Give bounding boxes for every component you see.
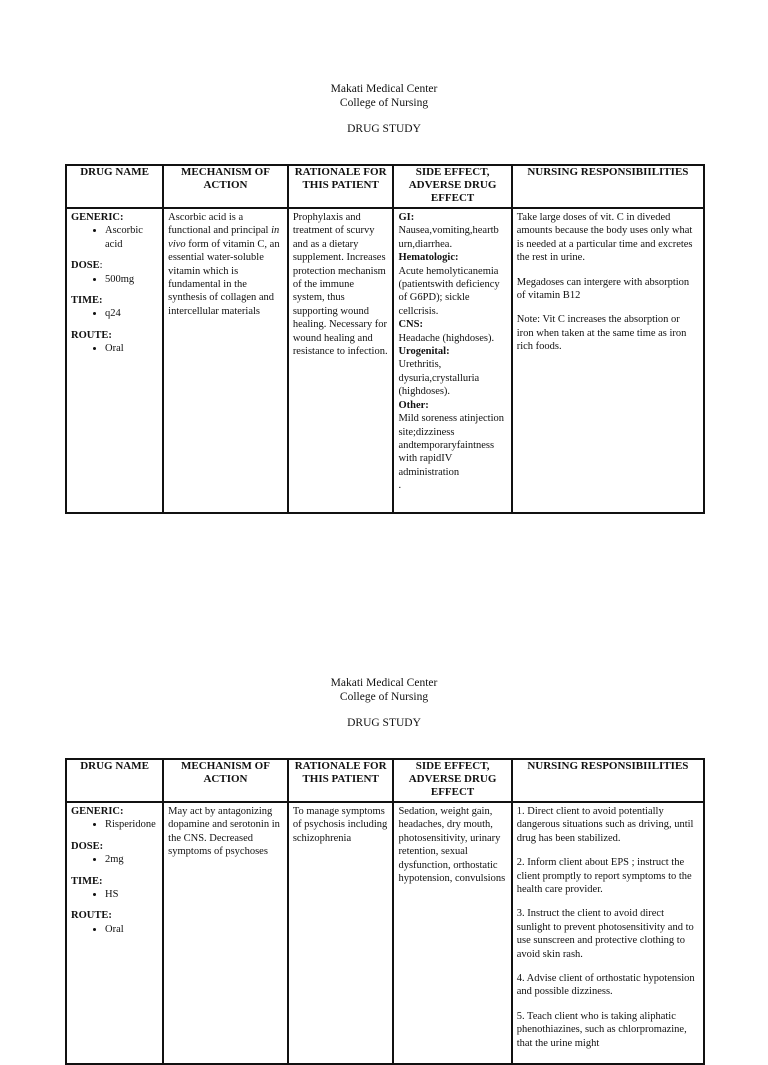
dose-label: DOSE: <box>71 260 103 272</box>
drug-name-cell <box>66 208 163 513</box>
generic-value: • Risperidone <box>105 818 158 831</box>
mechanism-cell: Ascorbic acid is a functional and principal in vivo form of vitamin C, an essential water-soluble vitamin which is fundamental in the synthesis of collagen and intercellular materials <box>163 208 288 513</box>
generic-label: GENERIC: <box>71 806 124 817</box>
resp-item: 1. Direct client to avoid potentially dangerous situations such as driving, until drug has been stabilized. <box>516 806 694 844</box>
table-header-row <box>66 165 704 208</box>
route-value: • Oral <box>105 342 158 355</box>
dose-value: • 500mg <box>105 273 158 286</box>
route-label: ROUTE: <box>71 910 112 922</box>
time-value: • HS <box>105 888 158 901</box>
document-header <box>0 676 768 730</box>
nursing-resp-cell <box>512 802 704 1064</box>
time-label: TIME: <box>71 295 103 307</box>
time-label: TIME: <box>71 875 103 887</box>
document-header <box>0 82 768 136</box>
time-value: • q24 <box>105 307 158 320</box>
generic-label: GENERIC: <box>71 212 124 223</box>
rationale-cell: Prophylaxis and treatment of scurvy and as a dietary supplement. Increases protection mechanism of the immune system, thus supporting wound healing. Necessary for wound healing and resistance to infection. <box>288 208 394 513</box>
resp-item: Take large doses of vit. C in diveded amounts because the body uses only what is needed at a particular time and excretes the rest in urine. <box>516 212 693 264</box>
institution-name: Makati Medical Center <box>330 83 438 95</box>
rationale-cell: To manage symptoms of psychosis including schizophrenia <box>288 802 394 1064</box>
side-heading-hematologic: Hematologic: <box>398 252 459 264</box>
resp-item: Note: Vit C increases the absorption or iron when taken at the same time as iron rich foods. <box>516 314 687 353</box>
route-value: • Oral <box>105 923 158 936</box>
drug-study-section-2 <box>0 676 768 730</box>
drug-name-cell <box>66 802 163 1064</box>
resp-item: 2. Inform client about EPS ; instruct the client promptly to report symptoms to the health care provider. <box>516 857 692 896</box>
side-heading-gi: GI: <box>398 212 415 223</box>
side-heading-urogenital: Urogenital: <box>398 346 450 358</box>
route-label: ROUTE: <box>71 329 112 341</box>
table-header-row <box>66 759 704 802</box>
resp-item: Megadoses can intergere with absorption of vitamin B12 <box>516 276 690 302</box>
side-effect-cell <box>393 208 511 513</box>
col-rationale: RATIONALE FOR THIS PATIENT <box>288 165 394 208</box>
side-heading-cns: CNS: <box>398 319 423 331</box>
col-mechanism: MECHANISM OF ACTION <box>163 165 288 208</box>
drug-study-table-1 <box>65 164 705 514</box>
college-name: College of Nursing <box>339 97 429 109</box>
resp-item: 3. Instruct the client to avoid direct sunlight to prevent photosensitivity and to use sunscreen and protective clothing to avoid skin rash. <box>516 908 694 960</box>
mechanism-cell: May act by antagonizing dopamine and serotonin in the CNS. Decreased symptoms of psychoses <box>163 802 288 1064</box>
institution-name: Makati Medical Center <box>330 677 438 689</box>
side-trailer: . <box>398 480 402 492</box>
side-text-gi: Nausea,vomiting,heartb urn,diarrhea. <box>398 225 499 250</box>
col-side-effect: SIDE EFFECT, ADVERSE DRUG EFFECT <box>393 165 511 208</box>
side-text-hematologic: Acute hemolyticanemia (patientswith deficiency of G6PD); sickle cellcrisis. <box>398 265 500 317</box>
side-text-other: Mild soreness atinjection site;dizziness andtemporaryfaintness with rapidIV administration <box>398 413 505 478</box>
col-rationale: RATIONALE FOR THIS PATIENT <box>288 759 394 802</box>
dose-value: • 2mg <box>105 853 158 866</box>
side-heading-other: Other: <box>398 399 429 411</box>
page-title: DRUG STUDY <box>347 717 421 729</box>
resp-item: 4. Advise client of orthostatic hypotension and possible dizziness. <box>516 973 695 998</box>
col-nursing-resp: NURSING RESPONSIBIILITIES <box>512 165 704 208</box>
side-text-cns: Headache (highdoses). <box>398 332 495 344</box>
nursing-resp-cell <box>512 208 704 513</box>
drug-study-section-1 <box>0 82 768 136</box>
table-row <box>66 208 704 513</box>
col-mechanism: MECHANISM OF ACTION <box>163 759 288 802</box>
side-effect-cell: Sedation, weight gain, headaches, dry mouth, photosensitivity, urinary retention, sexual dysfunction, orthostatic hypotension, convulsions <box>393 802 511 1064</box>
table-row <box>66 802 704 1064</box>
col-drug-name: DRUG NAME <box>66 759 163 802</box>
col-side-effect: SIDE EFFECT, ADVERSE DRUG EFFECT <box>393 759 511 802</box>
page-title: DRUG STUDY <box>347 123 421 135</box>
generic-value: • Ascorbic acid <box>105 224 158 251</box>
col-nursing-resp: NURSING RESPONSIBIILITIES <box>512 759 704 802</box>
dose-label: DOSE: <box>71 840 104 852</box>
resp-item: 5. Teach client who is taking aliphatic phenothiazines, such as chlorpromazine, that the urine might <box>516 1010 687 1049</box>
college-name: College of Nursing <box>339 691 429 703</box>
drug-study-table-2 <box>65 758 705 1065</box>
side-text-urogenital: Urethritis, dysuria,crystalluria (highdoses). <box>398 359 480 398</box>
col-drug-name: DRUG NAME <box>66 165 163 208</box>
